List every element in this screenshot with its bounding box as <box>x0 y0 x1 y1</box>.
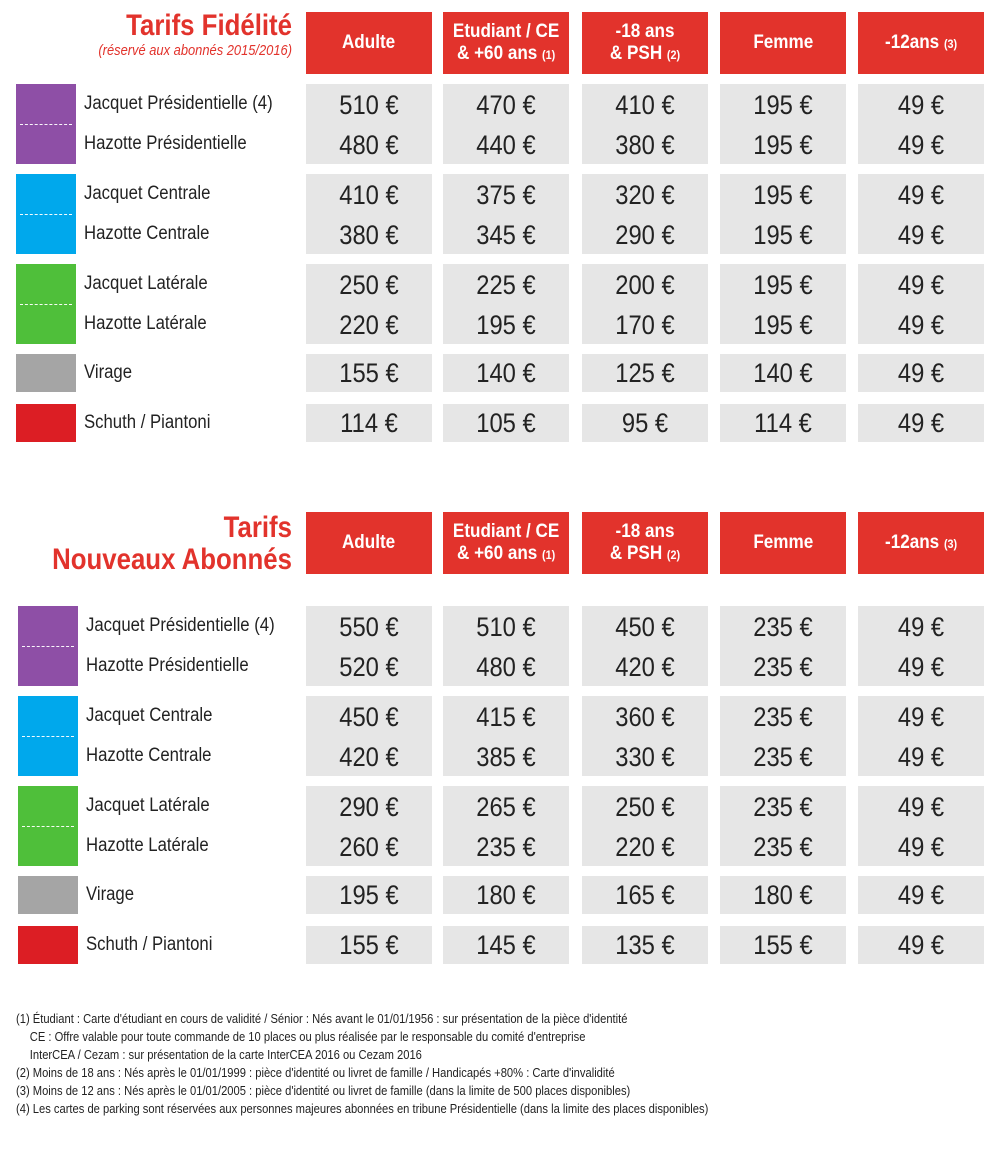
nouveaux-price-cell <box>858 926 984 964</box>
fidelite-price-cell <box>858 84 984 164</box>
price-value: 290 € <box>339 792 399 822</box>
fidelite-swatch-green <box>16 264 76 344</box>
nouveaux-price-cell <box>306 926 432 964</box>
fidelite-swatch-grey <box>16 354 76 392</box>
footnote-line: CE : Offre valable pour toute commande de 10 places ou plus réalisée par le responsable du comité d'entreprise <box>29 1029 586 1044</box>
nouveaux-swatch-red <box>18 926 78 964</box>
price-value: 195 € <box>753 310 813 340</box>
fidelite-price-cell <box>306 404 432 442</box>
fidelite-section <box>0 0 1000 450</box>
footnote-line: (2) Moins de 18 ans : Nés après le 01/01/1999 : pièce d'identité ou livret de famille / Handicapés +80% : Carte d'invalidité <box>16 1065 615 1080</box>
fidelite-price-cell <box>306 354 432 392</box>
header-text <box>610 521 680 566</box>
fidelite-category-label: Hazotte Latérale <box>84 313 207 334</box>
header-text <box>342 532 395 554</box>
price-value: 49 € <box>897 652 945 682</box>
nouveaux-price-cell <box>720 786 846 866</box>
nouveaux-price-cell <box>858 606 984 686</box>
price-value: 360 € <box>615 702 675 732</box>
fidelite-price-cell <box>582 404 708 442</box>
nouveaux-category-label: Jacquet Centrale <box>86 705 213 726</box>
nouveaux-price-cell <box>443 696 569 776</box>
nouveaux-price-cell <box>858 876 984 914</box>
price-value: 410 € <box>615 90 675 120</box>
fidelite-header-2 <box>582 12 708 74</box>
footnotes <box>16 1010 986 1118</box>
nouveaux-price-cell <box>858 786 984 866</box>
fidelite-category-label: Hazotte Présidentielle <box>84 133 247 154</box>
fidelite-category-label: Jacquet Centrale <box>84 183 211 204</box>
price-value: 235 € <box>753 702 813 732</box>
header-footnote-ref: (1) <box>541 547 556 562</box>
header-label-2-text: & PSH <box>609 42 663 64</box>
price-value: 375 € <box>476 180 536 210</box>
price-value: 135 € <box>615 930 675 960</box>
price-value: 260 € <box>339 832 399 862</box>
nouveaux-price-cell <box>306 696 432 776</box>
price-value: 385 € <box>476 742 536 772</box>
nouveaux-title-block <box>0 512 292 576</box>
nouveaux-price-cell <box>306 606 432 686</box>
nouveaux-header-2 <box>582 512 708 574</box>
nouveaux-price-cell <box>306 876 432 914</box>
price-value: 195 € <box>753 270 813 300</box>
nouveaux-category-label: Hazotte Latérale <box>86 835 209 856</box>
fidelite-price-cell <box>582 174 708 254</box>
price-value: 200 € <box>615 270 675 300</box>
price-value: 95 € <box>621 408 669 438</box>
fidelite-category-label: Jacquet Latérale <box>84 273 208 294</box>
nouveaux-price-cell <box>443 606 569 686</box>
fidelite-swatch-blue <box>16 174 76 254</box>
fidelite-price-cell <box>720 174 846 254</box>
nouveaux-header-0 <box>306 512 432 574</box>
price-value: 180 € <box>476 880 536 910</box>
header-text <box>753 532 813 554</box>
price-value: 235 € <box>753 742 813 772</box>
nouveaux-swatch-green <box>18 786 78 866</box>
nouveaux-category-label: Jacquet Présidentielle (4) <box>86 615 275 636</box>
price-value: 49 € <box>897 742 945 772</box>
nouveaux-swatch-grey <box>18 876 78 914</box>
price-value: 155 € <box>753 930 813 960</box>
price-value: 49 € <box>897 612 945 642</box>
price-value: 345 € <box>476 220 536 250</box>
fidelite-title-block <box>0 10 292 60</box>
fidelite-price-cell <box>443 354 569 392</box>
header-text <box>342 32 395 54</box>
nouveaux-price-cell <box>443 926 569 964</box>
price-value: 420 € <box>339 742 399 772</box>
header-label: Femme <box>753 532 813 553</box>
nouveaux-swatch-purple <box>18 606 78 686</box>
nouveaux-price-cell <box>720 926 846 964</box>
fidelite-title: Tarifs Fidélité <box>126 9 292 42</box>
price-value: 450 € <box>615 612 675 642</box>
price-value: 330 € <box>615 742 675 772</box>
header-text <box>753 32 813 54</box>
header-text <box>885 532 957 555</box>
price-value: 49 € <box>897 270 945 300</box>
price-value: 550 € <box>339 612 399 642</box>
nouveaux-category-label: Hazotte Présidentielle <box>86 655 249 676</box>
header-footnote-ref: (2) <box>666 47 681 62</box>
price-value: 415 € <box>476 702 536 732</box>
price-value: 480 € <box>339 130 399 160</box>
nouveaux-header-1 <box>443 512 569 574</box>
footnote-line: InterCEA / Cezam : sur présentation de la carte InterCEA 2016 ou Cezam 2016 <box>29 1047 422 1062</box>
price-value: 140 € <box>476 358 536 388</box>
price-value: 235 € <box>753 652 813 682</box>
swatch-divider <box>20 304 72 305</box>
price-value: 250 € <box>615 792 675 822</box>
price-value: 510 € <box>476 612 536 642</box>
header-label-2 <box>453 43 559 66</box>
price-value: 140 € <box>753 358 813 388</box>
price-value: 125 € <box>615 358 675 388</box>
nouveaux-price-cell <box>582 606 708 686</box>
header-label-2 <box>610 543 680 566</box>
price-value: 220 € <box>339 310 399 340</box>
header-text <box>453 21 559 66</box>
price-value: 480 € <box>476 652 536 682</box>
footnote-line: (3) Moins de 12 ans : Nés après le 01/01/2005 : pièce d'identité ou livret de famille (dans la limite de 500 places disponibles) <box>16 1083 631 1098</box>
price-value: 49 € <box>897 792 945 822</box>
nouveaux-price-cell <box>443 876 569 914</box>
fidelite-price-cell <box>443 404 569 442</box>
swatch-divider <box>20 214 72 215</box>
nouveaux-category-label: Jacquet Latérale <box>86 795 210 816</box>
price-value: 49 € <box>897 358 945 388</box>
price-value: 195 € <box>339 880 399 910</box>
price-value: 114 € <box>340 408 398 438</box>
nouveaux-price-cell <box>306 786 432 866</box>
nouveaux-category-label: Schuth / Piantoni <box>86 934 213 955</box>
price-value: 49 € <box>897 930 945 960</box>
fidelite-price-cell <box>306 84 432 164</box>
fidelite-swatch-purple <box>16 84 76 164</box>
fidelite-category-label: Hazotte Centrale <box>84 223 210 244</box>
price-value: 420 € <box>615 652 675 682</box>
header-label-2-text: & +60 ans <box>456 42 538 64</box>
fidelite-price-cell <box>443 84 569 164</box>
price-value: 290 € <box>615 220 675 250</box>
header-label: -18 ans <box>615 20 675 42</box>
price-value: 195 € <box>753 130 813 160</box>
header-footnote-ref: (1) <box>541 47 556 62</box>
nouveaux-swatch-blue <box>18 696 78 776</box>
price-value: 49 € <box>897 702 945 732</box>
price-value: 380 € <box>339 220 399 250</box>
header-text <box>453 521 559 566</box>
footnote-line: (1) Étudiant : Carte d'étudiant en cours de validité / Sénior : Nés avant le 01/01/1956 : sur présentation de la pièce d'identité <box>16 1011 628 1026</box>
price-value: 145 € <box>476 930 536 960</box>
price-value: 225 € <box>476 270 536 300</box>
price-value: 114 € <box>754 408 812 438</box>
fidelite-category-label: Virage <box>84 362 133 383</box>
price-value: 235 € <box>753 832 813 862</box>
header-footnote-ref: (2) <box>666 547 681 562</box>
header-label: Etudiant / CE <box>452 20 560 42</box>
swatch-divider <box>22 646 74 647</box>
price-value: 49 € <box>897 130 945 160</box>
header-footnote-ref: (3) <box>943 36 958 51</box>
price-value: 235 € <box>753 792 813 822</box>
fidelite-price-cell <box>720 404 846 442</box>
fidelite-header-0 <box>306 12 432 74</box>
price-value: 195 € <box>753 220 813 250</box>
price-value: 155 € <box>339 358 399 388</box>
price-value: 165 € <box>615 880 675 910</box>
price-value: 49 € <box>897 180 945 210</box>
price-value: 410 € <box>339 180 399 210</box>
price-value: 235 € <box>476 832 536 862</box>
nouveaux-title-line1: Tarifs <box>223 511 292 544</box>
fidelite-price-cell <box>443 174 569 254</box>
price-value: 250 € <box>339 270 399 300</box>
price-value: 49 € <box>897 310 945 340</box>
header-label-2-text: & +60 ans <box>456 542 538 564</box>
header-text <box>610 21 680 66</box>
header-label: -18 ans <box>615 520 675 542</box>
price-value: 195 € <box>753 90 813 120</box>
header-label: Adulte <box>342 532 396 553</box>
fidelite-price-cell <box>582 354 708 392</box>
fidelite-price-cell <box>858 354 984 392</box>
price-value: 49 € <box>897 220 945 250</box>
fidelite-price-cell <box>858 174 984 254</box>
price-value: 49 € <box>897 832 945 862</box>
price-value: 105 € <box>476 408 536 438</box>
fidelite-category-label: Schuth / Piantoni <box>84 412 211 433</box>
fidelite-header-3 <box>720 12 846 74</box>
price-value: 170 € <box>615 310 675 340</box>
fidelite-price-cell <box>582 264 708 344</box>
fidelite-price-cell <box>306 264 432 344</box>
fidelite-price-cell <box>720 264 846 344</box>
nouveaux-price-cell <box>858 696 984 776</box>
price-value: 470 € <box>476 90 536 120</box>
fidelite-price-cell <box>582 84 708 164</box>
price-value: 195 € <box>476 310 536 340</box>
fidelite-price-cell <box>720 84 846 164</box>
nouveaux-title-line2: Nouveaux Abonnés <box>52 543 292 576</box>
nouveaux-section <box>0 508 1000 978</box>
price-value: 380 € <box>615 130 675 160</box>
price-value: 450 € <box>339 702 399 732</box>
header-label: -12ans <box>884 31 940 53</box>
swatch-divider <box>22 826 74 827</box>
header-text <box>885 32 957 55</box>
nouveaux-category-label: Hazotte Centrale <box>86 745 212 766</box>
header-label-2 <box>453 543 559 566</box>
price-value: 49 € <box>897 880 945 910</box>
header-footnote-ref: (3) <box>943 536 958 551</box>
nouveaux-header-4 <box>858 512 984 574</box>
nouveaux-price-cell <box>720 696 846 776</box>
price-value: 155 € <box>339 930 399 960</box>
price-value: 265 € <box>476 792 536 822</box>
fidelite-header-1 <box>443 12 569 74</box>
price-value: 520 € <box>339 652 399 682</box>
header-label: Etudiant / CE <box>452 520 560 542</box>
header-label: -12ans <box>884 531 940 553</box>
price-value: 440 € <box>476 130 536 160</box>
fidelite-header-4 <box>858 12 984 74</box>
fidelite-swatch-red <box>16 404 76 442</box>
fidelite-price-cell <box>306 174 432 254</box>
header-label: Femme <box>753 32 813 53</box>
nouveaux-price-cell <box>582 926 708 964</box>
fidelite-subtitle: (réservé aux abonnés 2015/2016) <box>98 42 292 59</box>
nouveaux-price-cell <box>443 786 569 866</box>
fidelite-price-cell <box>858 404 984 442</box>
price-value: 180 € <box>753 880 813 910</box>
nouveaux-price-cell <box>720 876 846 914</box>
fidelite-category-label: Jacquet Présidentielle (4) <box>84 93 273 114</box>
fidelite-price-cell <box>720 354 846 392</box>
nouveaux-price-cell <box>582 786 708 866</box>
nouveaux-price-cell <box>582 696 708 776</box>
swatch-divider <box>22 736 74 737</box>
header-label: Adulte <box>342 32 396 53</box>
footnote-line: (4) Les cartes de parking sont réservées aux personnes majeures abonnées en tribune Présidentielle (dans la limite des places disponibles) <box>16 1101 709 1116</box>
price-value: 49 € <box>897 408 945 438</box>
nouveaux-category-label: Virage <box>86 884 135 905</box>
header-label-2-text: & PSH <box>609 542 663 564</box>
nouveaux-header-3 <box>720 512 846 574</box>
swatch-divider <box>20 124 72 125</box>
nouveaux-price-cell <box>720 606 846 686</box>
nouveaux-price-cell <box>582 876 708 914</box>
fidelite-price-cell <box>858 264 984 344</box>
header-label-2 <box>610 43 680 66</box>
price-value: 49 € <box>897 90 945 120</box>
fidelite-price-cell <box>443 264 569 344</box>
price-value: 510 € <box>339 90 399 120</box>
price-value: 235 € <box>753 612 813 642</box>
price-value: 320 € <box>615 180 675 210</box>
price-value: 220 € <box>615 832 675 862</box>
price-value: 195 € <box>753 180 813 210</box>
